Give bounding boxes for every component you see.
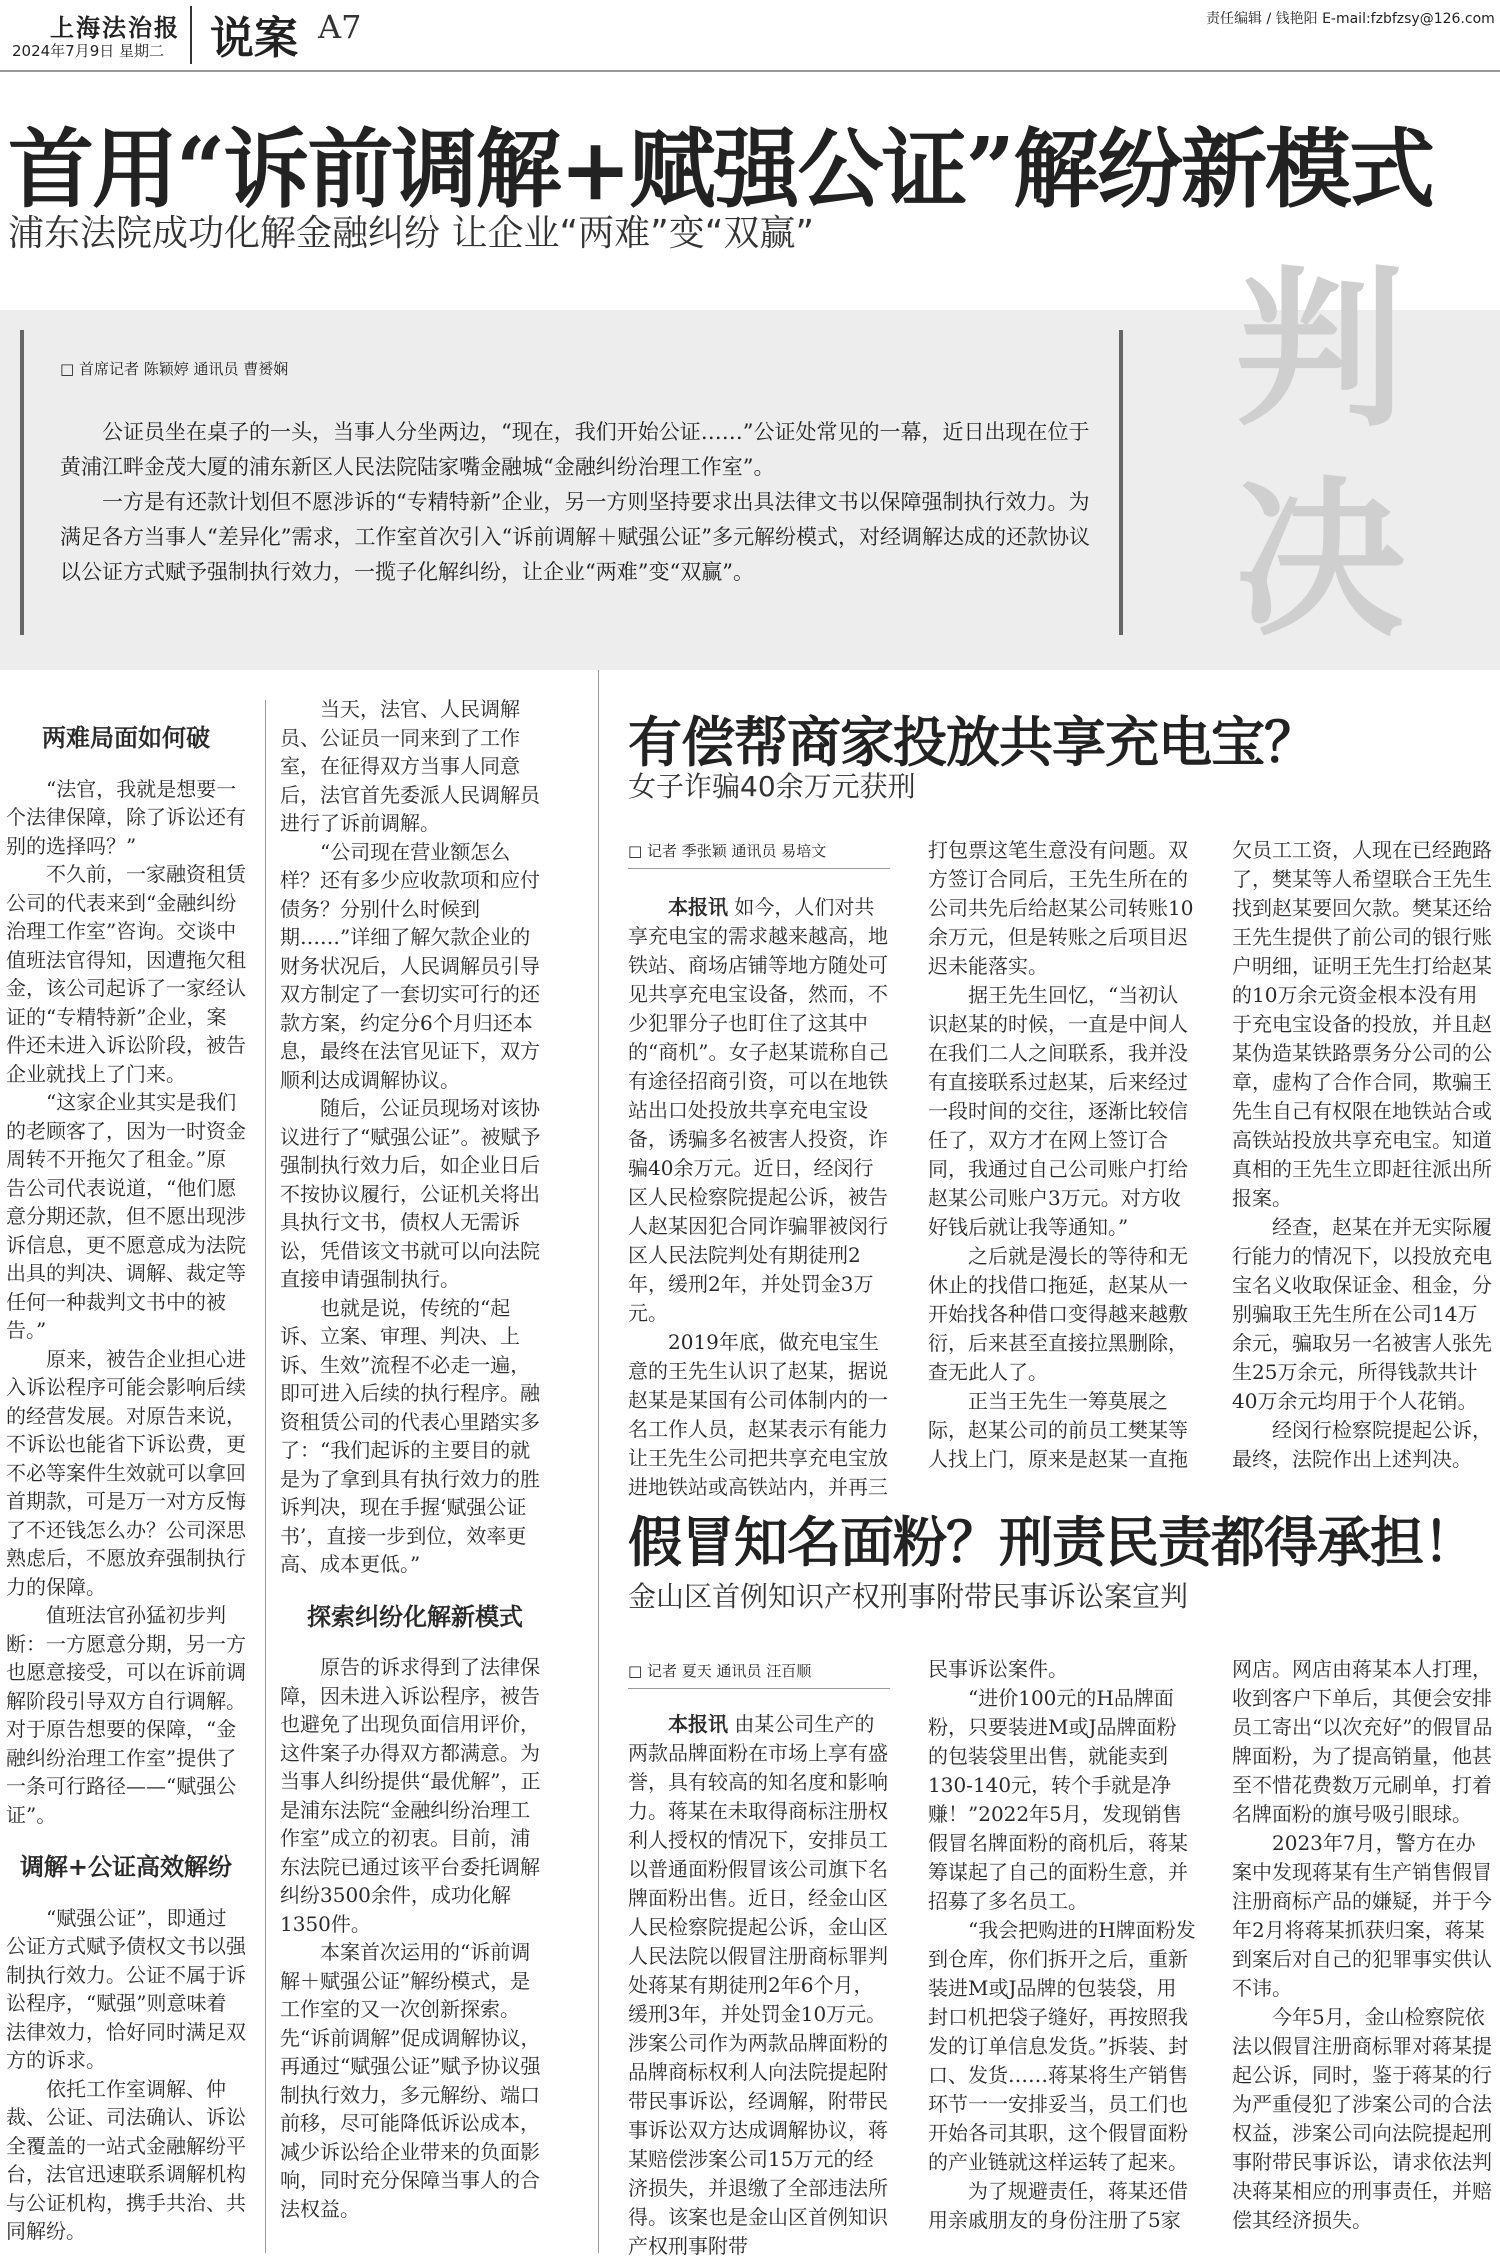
paragraph-text: 由某公司生产的两款品牌面粉在市场上享有盛誉，具有较高的知名度和影响力。蒋某在未取得商标注册权利人授权的情况下，安排员工以普通面粉假冒该公司旗下名牌面粉出售。近日，经金山区人民检察院提起公诉，金山区人民法院以假冒注册商标罪判处蒋某有期徒刑2年6个月，缓刑3年，并处罚金10万元。涉案公司作为两款品牌面粉的品牌商标权利人向法院提起附带民事诉讼，经调解，附带民事诉讼双方达成调解协议，蒋某赔偿涉案公司15万元的经济损失，并退缴了全部违法所得。该案也是金山区首例知识产权刑事附带 bbox=[628, 1712, 888, 2258]
article3-column-1 bbox=[628, 1710, 890, 2261]
lead-paragraph: 公证员坐在桌子的一头，当事人分坐两边，“现在，我们开始公证……”公证处常见的一幕，近日出现在位于黄浦江畔金茂大厦的浦东新区人民法院陆家嘴金融城“金融纠纷治理工作室”。 bbox=[60, 420, 1090, 479]
deco-char-pan: 判 bbox=[1234, 250, 1405, 450]
section-title: 说案 bbox=[210, 13, 298, 64]
body-paragraph: 原告的诉求得到了法律保障，因未进入诉讼程序，被告也避免了出现负面信用评价，这件案子办得双方都满意。为当事人纠纷提供“最优解”，正是浦东法院“金融纠纷治理工作室”成立的初衷。目前，浦东法院已通过该平台委托调解纠纷3500余件，成功化解1350件。 bbox=[280, 1655, 541, 1936]
body-paragraph: 原来，被告企业担心进入诉讼程序可能会影响后续的经营发展。对原告来说，不诉讼也能省下诉讼费，更不必等案件生效就可以拿回首期款，可是万一对方反悔了不还钱怎么办？公司深思熟虑后，不愿放弃强制执行力的保障。 bbox=[6, 1346, 246, 1599]
article3-byline: □ 记者 夏天 通讯员 汪百顺 bbox=[628, 1662, 812, 1680]
masthead-rule bbox=[0, 70, 1500, 72]
article2-paragraph: 正当王先生一筹莫展之际，赵某公司的前员工樊某等人找上门，原来是赵某一直拖 bbox=[928, 1389, 1188, 1471]
body-paragraph: “赋强公证”，即通过公证方式赋予债权文书以强制执行效力。公证不属于诉讼程序，“赋强”则意味着法律效力，恰好同时满足双方的诉求。 bbox=[6, 1905, 246, 2072]
body-paragraph: 值班法官孙猛初步判断：一方愿意分期，另一方也愿意接受，可以在诉前调解阶段引导双方自行调解。对于原告想要的保障，“金融纠纷治理工作室”提供了一条可行路径——“赋强公证”。 bbox=[6, 1603, 246, 1827]
paragraph-text: 如今，人们对共享充电宝的需求越来越高，地铁站、商场店铺等地方随处可见共享充电宝设备，然而，不少犯罪分子也盯住了这其中的“商机”。女子赵某谎称自己有途径招商引资，可以在地铁站出口处投放共享充电宝设备，诱骗多名被害人投资，诈骗40余万元。近日，经闵行区人民检察院提起公诉，被告人赵某因犯合同诈骗罪被闵行区人民法院判处有期徒刑2年，缓刑2年，并处罚金3万元。 bbox=[628, 895, 889, 1325]
paper-name: 上海法治报 bbox=[50, 13, 180, 42]
main-byline: □ 首席记者 陈颖婷 通讯员 曹赟娴 bbox=[60, 360, 289, 378]
article2-paragraph: 之后就是漫长的等待和无休止的找借口拖延，赵某从一开始找各种借口变得越来越敷衍，后来甚至直接拉黑删除，查无此人了。 bbox=[928, 1244, 1188, 1384]
article3-subhead: 金山区首例知识产权刑事附带民事诉讼案宣判 bbox=[628, 1580, 1189, 1613]
body-paragraph: 也就是说，传统的“起诉、立案、审理、判决、上诉、生效”流程不必走一遍，即可进入后续的执行程序。融资租赁公司的代表心里踏实多了：“我们起诉的主要目的就是为了拿到具有执行效力的胜诉判决，现在手握‘赋强公证书’，直接一步到位，效率更高、成本更低。” bbox=[280, 1295, 540, 1576]
lead-text bbox=[60, 415, 1090, 590]
article3-headline: 假冒知名面粉？刑责民责都得承担！ bbox=[628, 1510, 1476, 1574]
main-column-2 bbox=[280, 695, 550, 2223]
body-paragraph: “公司现在营业额怎么样？还有多少应收款项和应付债务？分别什么时候到期……”详细了解欠款企业的财务状况后，人民调解员引导双方制定了一套切实可行的还款方案，约定分6个月归还本息，最终在法官见证下，双方顺利达成调解协议。 bbox=[280, 839, 540, 1092]
body-paragraph: “这家企业其实是我们的老顾客了，因为一时资金周转不开拖欠了租金。”原告公司代表说道，“他们愿意分期还款，但不愿出现涉诉信息，更不愿意成为法院出具的判决、调解、裁定等任何一种裁判文书中的被告。” bbox=[6, 1090, 246, 1342]
article3-paragraph: 2023年7月，警方在办案中发现蒋某有生产销售假冒注册商标产品的嫌疑，并于今年2月将蒋某抓获归案，蒋某到案后对自己的犯罪事实供认不讳。 bbox=[1232, 1831, 1492, 2000]
article3-column-3 bbox=[1232, 1655, 1494, 2235]
article3-paragraph: 今年5月，金山检察院依法以假冒注册商标罪对蒋某提起公诉，同时，鉴于蒋某的行为严重侵犯了涉案公司的合法权益，涉案公司向法院提起刑事附带民事诉讼，请求依法判决蒋某相应的刑事责任，并赔偿其经济损失。 bbox=[1232, 2005, 1492, 2232]
article2-paragraph: 经查，赵某在并无实际履行能力的情况下，以投放充电宝名义收取保证金、租金，分别骗取王先生所在公司14万余元，骗取另一名被害人张先生25万余元，所得钱款共计40万余元均用于个人花销。 bbox=[1232, 1215, 1492, 1413]
lead-paragraph: 一方是有还款计划但不愿涉诉的“专精特新”企业，另一方则坚持要求出具法律文书以保障强制执行效力。为满足各方当事人“差异化”需求，工作室首次引入“诉前调解＋赋强公证”多元解纷模式，对经调解达成的还款协议以公证方式赋予强制执行效力，一揽子化解纠纷，让企业“两难”变“双赢”。 bbox=[60, 490, 1090, 584]
article3-paragraph: 为了规避责任，蒋某还借用亲戚朋友的身份注册了5家 bbox=[928, 2179, 1188, 2232]
article2-paragraph: 经闵行检察院提起公诉，最终，法院作出上述判决。 bbox=[1232, 1418, 1492, 1471]
section-subheading: 调解+公证高效解纷 bbox=[19, 1853, 233, 1881]
masthead-divider bbox=[190, 6, 192, 64]
lead-tag: 本报讯 bbox=[668, 1712, 728, 1736]
deco-char-jue: 决 bbox=[1234, 460, 1405, 660]
body-paragraph: 随后，公证员现场对该协议进行了“赋强公证”。被赋予强制执行效力后，如企业日后不按协议履行，公证机关将出具执行文书，债权人无需诉讼，凭借该文书就可以向法院直接申请强制执行。 bbox=[280, 1096, 541, 1291]
article3-paragraph: “进价100元的H品牌面粉，只要装进M或J品牌面粉的包装袋里出售，就能卖到130-140元，转个手就是净赚！”2022年5月，发现销售假冒名牌面粉的商机后，蒋某筹谋起了自己的面粉生意，并招募了多名员工。 bbox=[928, 1686, 1188, 1913]
section-subheading: 探索纠纷化解新模式 bbox=[307, 1602, 523, 1631]
issue-date: 2024年7月9日 星期二 bbox=[12, 42, 165, 60]
section-rule bbox=[598, 670, 599, 2253]
byline-rule bbox=[628, 868, 890, 869]
lead-tag: 本报讯 bbox=[668, 895, 728, 919]
body-paragraph: 依托工作室调解、仲裁、公证、司法确认、诉讼全覆盖的一站式金融解纷平台，法官迅速联系调解机构与公证机构，携手共治、共同解纷。 bbox=[6, 2076, 246, 2243]
article2-headline: 有偿帮商家投放共享充电宝？ bbox=[628, 710, 1317, 774]
article3-paragraph: 网店。网店由蒋某本人打理，收到客户下单后，其便会安排员工寄出“以次充好”的假冒品牌面粉，为了提高销量，他甚至不惜花费数万元刷单，打着名牌面粉的旗号吸引眼球。 bbox=[1232, 1657, 1493, 1826]
article2-paragraph: 打包票这笔生意没有问题。双方签订合同后，王先生所在的公司共先后给赵某公司转账10余万元，但是转账之后项目迟迟未能落实。 bbox=[928, 838, 1194, 978]
body-paragraph: “法官，我就是想要一个法律保障，除了诉讼还有别的选择吗？” bbox=[6, 776, 246, 858]
article3-paragraph: “我会把购进的H牌面粉发到仓库，你们拆开之后，重新装进M或J品牌的包装袋，用封口机把袋子缝好，再按照我发的订单信息发货。”拆装、封口、发货……蒋某将生产销售环节一一安排妥当，员工们也开始各司其职，这个假冒面粉的产业链就这样运转了起来。 bbox=[928, 1918, 1196, 2174]
body-paragraph: 不久前，一家融资租赁公司的代表来到“金融纠纷治理工作室”咨询。交谈中值班法官得知，因遭拖欠租金，该公司起诉了一家经认证的“专精特新”企业，案件还未进入诉讼阶段，被告企业就找上了门来。 bbox=[6, 862, 246, 1086]
article2-column-3 bbox=[1232, 836, 1494, 1474]
main-column-1 bbox=[6, 700, 246, 2246]
article2-byline: □ 记者 季张颖 通讯员 易培文 bbox=[628, 842, 827, 860]
article2-paragraph: 2019年底，做充电宝生意的王先生认识了赵某，据说赵某是某国有公司体制内的一名工作人员，赵某表示有能力让王先生公司把共享充电宝放进地铁站或高铁站内，并再三 bbox=[628, 1330, 888, 1499]
column-rule bbox=[265, 700, 266, 2253]
page-number: A7 bbox=[318, 8, 362, 46]
article2-column-1 bbox=[628, 893, 890, 1502]
article2-paragraph bbox=[628, 893, 890, 1328]
article2-column-2 bbox=[928, 836, 1196, 1474]
article2-subhead: 女子诈骗40余万元获刑 bbox=[628, 770, 916, 803]
article2-paragraph: 据王先生回忆，“当初认识赵某的时候，一直是中间人在我们二人之间联系，我并没有直接联系过赵某，后来经过一段时间的交往，逐渐比较信任了，双方才在网上签订合同，我通过自己公司账户打给赵某公司账户3万元。对方收好钱后就让我等通知。” bbox=[928, 983, 1188, 1239]
article3-column-2 bbox=[928, 1655, 1196, 2235]
byline-rule bbox=[628, 1688, 890, 1689]
body-paragraph: 当天，法官、人民调解员、公证员一同来到了工作室，在征得双方当事人同意后，法官首先委派人民调解员进行了诉前调解。 bbox=[280, 697, 540, 835]
section-subheading: 两难局面如何破 bbox=[42, 724, 210, 752]
article3-paragraph: 民事诉讼案件。 bbox=[928, 1657, 1068, 1681]
editor-line: 责任编辑 / 钱艳阳 E-mail:fzbfzsy@126.com bbox=[1206, 11, 1495, 27]
main-subhead: 浦东法院成功化解金融纠纷 让企业“两难”变“双赢” bbox=[8, 213, 815, 254]
body-paragraph: 本案首次运用的“诉前调解＋赋强公证”解纷模式，是工作室的又一次创新探索。先“诉前调解”促成调解协议，再通过“赋强公证”赋予协议强制执行效力，多元解纷、端口前移，尽可能降低诉讼成本，减少诉讼给企业带来的负面影响，同时充分保障当事人的合法权益。 bbox=[280, 1940, 541, 2221]
main-headline: 首用“诉前调解+赋强公证”解纷新模式 bbox=[8, 119, 1433, 220]
article3-paragraph bbox=[628, 1710, 890, 2261]
article2-paragraph: 欠员工工资，人现在已经跑路了，樊某等人希望联合王先生找到赵某要回欠款。樊某还给王先生提供了前公司的银行账户明细，证明王先生打给赵某的10万余元资金根本没有用于充电宝设备的投放，并且赵某伪造某铁路票务分公司的公章，虚构了合作合同，欺骗王先生自己有权限在地铁站合或高铁站投放共享充电宝。知道真相的王先生立即赶往派出所报案。 bbox=[1232, 838, 1492, 1210]
